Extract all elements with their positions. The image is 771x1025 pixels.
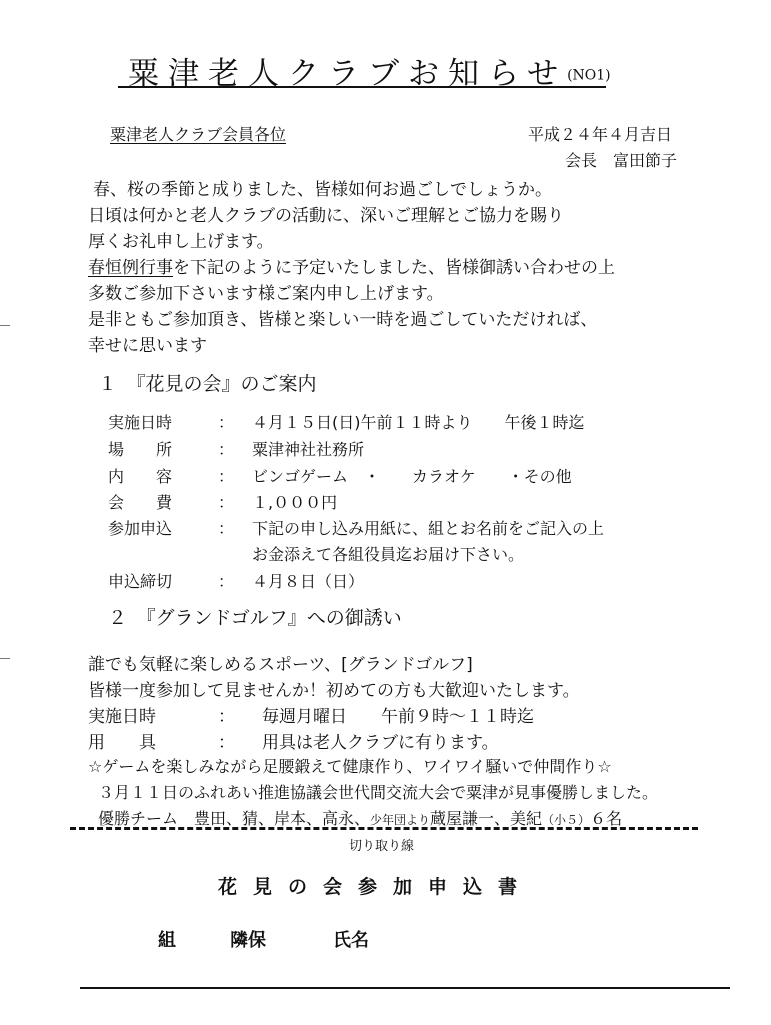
detail-value: ４月１５日(日)午前１１時より 午後１時迄 [252,413,585,432]
detail-colon: ： [218,493,235,512]
recipient: 粟津老人クラブ会員各位 [110,125,287,144]
golf-schedule-value: 毎週月曜日 午前９時～１１時迄 [262,707,534,727]
golf-line: ☆ゲームを楽しみながら足腰鍛えて健康作り、ワイワイ騒いで仲間作り☆ [88,757,612,776]
title-text: 粟津老人クラブお知らせ [128,56,568,92]
greeting-line-rest: を下記のように予定いたしました、皆様御誘い合わせの上 [173,258,615,278]
detail-value: ４月８日（日） [252,572,365,591]
detail-colon: ： [218,519,235,538]
title-underline [118,86,606,88]
greeting-line: 春、桜の季節と成りました、皆様如何お過ごしでしょうか。 [93,180,552,200]
detail-colon: ： [218,413,235,432]
greeting-line [88,253,615,278]
golf-line: 誰でも気軽に楽しめるスポーツ、[グランドゴルフ] [88,655,473,675]
form-neighbor-label: 隣保 [230,930,266,951]
detail-label: 参加申込 [108,519,173,538]
detail-label: 場 所 [108,440,173,459]
golf-schedule-label: 実施日時 [88,707,156,727]
section-heading-hanami: １ 『花見の会』のご案内 [98,373,317,395]
detail-value: お金添えて各組役員迄お届け下さい。 [252,545,525,564]
cut-line-label: 切り取り線 [349,839,415,854]
greeting-line: 是非ともご参加頂き、皆様と楽しい一時を過ごしていただければ、 [88,310,598,330]
winning-team-note: 少年団より [370,813,431,827]
golf-tools-value: 用具は老人クラブに有ります。 [262,733,499,753]
scan-mark [0,658,10,659]
golf-schedule-colon: ： [218,707,235,727]
golf-tools-colon: ： [218,733,235,753]
winning-team [98,806,622,829]
section-heading-groundgolf: ２ 『グランドゴルフ』への御誘い [108,607,402,629]
golf-tools-label: 用 具 [88,733,156,753]
greeting-line: 日頃は何かと老人クラブの活動に、深いご理解とご協力を賜り [88,206,564,226]
detail-colon: ： [218,572,235,591]
form-title: 花見の会参加申込書 [218,876,534,898]
form-name-label: 氏名 [333,930,369,951]
issue-date: 平成２４年４月吉日 [528,125,673,144]
detail-value: 下記の申し込み用紙に、組とお名前をご記入の上 [252,519,605,538]
detail-value: ビンゴゲーム ・ カラオケ ・その他 [252,467,572,486]
scan-mark [0,325,10,326]
form-group-label: 組 [158,930,176,951]
detail-colon: ： [218,440,235,459]
greeting-line: 多数ご参加下さいます様ご案内申し上げます。 [88,284,444,304]
cut-line [70,827,698,830]
issue-number: (NO1) [567,67,611,84]
golf-line: ３月１１日のふれあい推進協議会世代間交流大会で粟津が見事優勝しました。 [98,783,659,802]
sender: 会長 富田節子 [565,151,678,170]
golf-line: 皆様一度参加して見ませんか！初めての方も大歓迎いたします。 [88,681,580,701]
winning-team-middle: 蔵屋謙一、美紀 [430,809,543,828]
detail-label: 申込締切 [108,572,173,591]
greeting-line: 厚くお礼申し上げます。 [88,232,274,252]
detail-value: 粟津神社社務所 [252,440,365,459]
detail-label: 実施日時 [108,413,173,432]
greeting-line: 幸せに思います [88,336,207,356]
detail-value: １,０００円 [252,493,338,512]
winning-team-grade: （小５） [542,813,591,827]
event-emphasis: 春恒例行事 [88,258,173,278]
winning-team-suffix: ６名 [590,809,623,828]
winning-team-prefix: 優勝チーム 豊田、猜、岸本、高永、 [98,809,371,828]
detail-label: 会 費 [108,493,173,512]
detail-colon: ： [218,467,235,486]
detail-label: 内 容 [108,467,173,486]
form-signature-line [80,987,730,989]
